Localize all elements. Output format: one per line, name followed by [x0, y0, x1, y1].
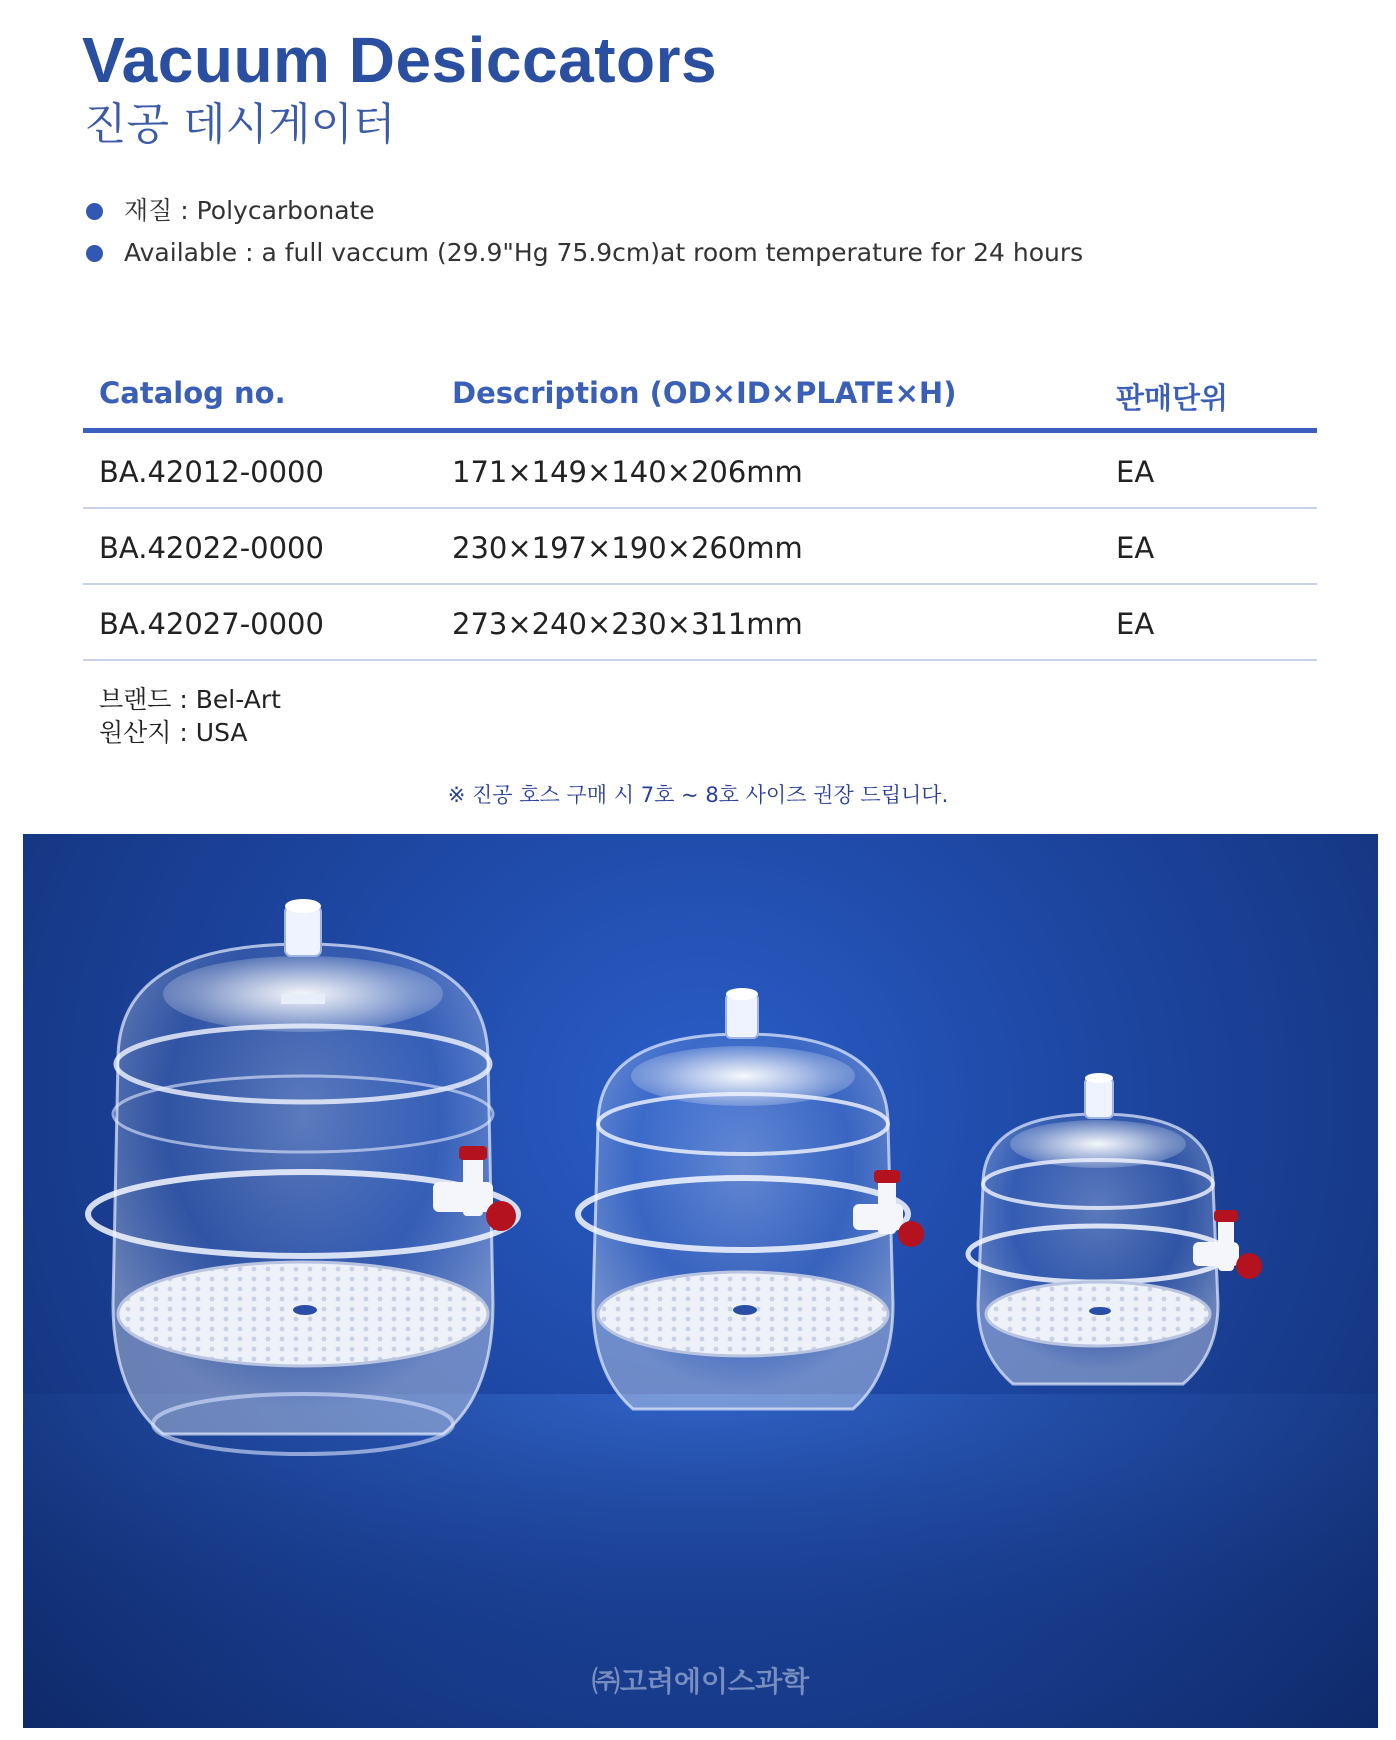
cell-description: 273×240×230×311mm	[452, 607, 803, 641]
spec-item-vacuum	[84, 232, 1083, 274]
cell-unit: EA	[1116, 607, 1155, 641]
cell-catalog-no: BA.42027-0000	[99, 607, 324, 641]
cell-catalog-no: BA.42022-0000	[99, 531, 324, 565]
origin-text: 원산지 : USA	[99, 718, 248, 747]
header-catalog-no: Catalog no.	[99, 376, 286, 410]
hose-note: ※ 진공 호스 구매 시 7호 ~ 8호 사이즈 권장 드립니다.	[447, 783, 949, 807]
bullet-icon	[86, 245, 103, 262]
bullet-icon	[86, 203, 103, 220]
cell-description: 171×149×140×206mm	[452, 455, 803, 489]
cell-unit: EA	[1116, 531, 1155, 565]
header-description: Description (OD×ID×PLATE×H)	[452, 376, 957, 410]
page-subtitle: 진공 데시게이터	[84, 99, 396, 150]
catalog-table	[83, 362, 1317, 661]
brand-text: 브랜드 : Bel-Art	[99, 685, 281, 714]
product-info	[99, 683, 281, 749]
table-row	[83, 509, 1317, 585]
header-sales-unit: 판매단위	[1116, 381, 1229, 415]
company-watermark: ㈜고려에이스과학	[591, 1665, 810, 1698]
spec-text: Available : a full vaccum (29.9"Hg 75.9cm)at room temperature for 24 hours	[124, 238, 1084, 267]
cell-unit: EA	[1116, 455, 1155, 489]
cell-catalog-no: BA.42012-0000	[99, 455, 324, 489]
table-header	[83, 362, 1317, 433]
desiccators-illustration	[23, 834, 1378, 1728]
spec-list	[84, 190, 1083, 274]
desiccator-small	[968, 1073, 1262, 1384]
desiccator-medium	[578, 988, 924, 1409]
desiccator-large	[88, 899, 518, 1454]
page-title: Vacuum Desiccators	[82, 24, 718, 96]
table-row	[83, 433, 1317, 509]
product-photo	[23, 834, 1378, 1728]
cell-description: 230×197×190×260mm	[452, 531, 803, 565]
spec-item-material	[84, 190, 1083, 232]
spec-text: 재질 : Polycarbonate	[124, 196, 375, 225]
table-row	[83, 585, 1317, 661]
